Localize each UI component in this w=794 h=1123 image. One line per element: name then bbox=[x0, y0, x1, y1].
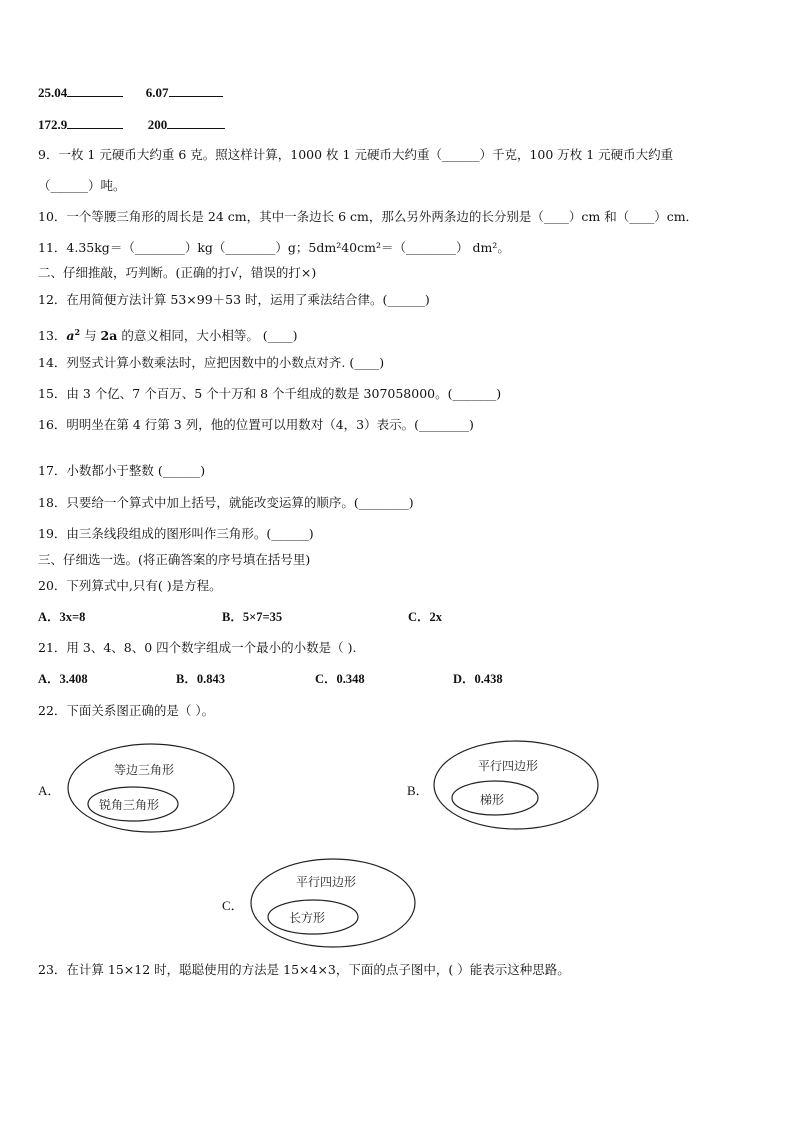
q20-option-a[interactable]: A．3x=8 bbox=[38, 610, 86, 624]
q22-c-outer-label: 平行四边形 bbox=[296, 875, 357, 889]
q22-diagram-c[interactable] bbox=[249, 856, 419, 954]
q21-option-a[interactable]: A．3.408 bbox=[38, 672, 88, 686]
q8-value-b: 6.07 bbox=[145, 85, 169, 100]
q8-blank-d[interactable] bbox=[167, 116, 225, 129]
q22-option-b-label[interactable]: B． bbox=[407, 783, 429, 798]
q22-stem: 22．下面关系图正确的是（ ）。 bbox=[38, 703, 215, 718]
section-2-heading: 二、仔细推敲，巧判断。(正确的打√，错误的打×) bbox=[38, 265, 317, 280]
section-3-heading: 三、仔细选一选。(将正确答案的序号填在括号里) bbox=[38, 552, 311, 567]
q8-blank-a[interactable] bbox=[67, 84, 123, 97]
q22-diagram-b[interactable] bbox=[432, 738, 604, 836]
q13-text bbox=[38, 324, 298, 344]
q8-value-a: 25.04 bbox=[38, 85, 68, 100]
q21-stem: 21．用 3、4、8、0 四个数字组成一个最小的小数是（ ). bbox=[38, 640, 357, 655]
q22-diagram-a[interactable] bbox=[66, 742, 242, 840]
q20-stem: 20．下列算式中,只有( )是方程。 bbox=[38, 578, 222, 593]
q12-text: 12．在用简便方法计算 53×99＋53 时，运用了乘法结合律。(______) bbox=[38, 292, 430, 307]
q13-exponent: 2 bbox=[74, 327, 81, 337]
q9-line-1: 9．一枚 1 元硬币大约重 6 克。照这样计算，1000 枚 1 元硬币大约重（______）千克，100 万枚 1 元硬币大约重 bbox=[38, 147, 674, 162]
q19-text: 19．由三条线段组成的图形叫作三角形。(______) bbox=[38, 526, 314, 541]
q23-text: 23．在计算 15×12 时，聪聪使用的方法是 15×4×3，下面的点子图中，( ）能表示这种思路。 bbox=[38, 962, 570, 977]
q8-blank-c[interactable] bbox=[67, 116, 123, 129]
q22-c-inner-label: 长方形 bbox=[289, 911, 326, 925]
q8-row-2 bbox=[38, 116, 225, 133]
q13-term-b: 2a bbox=[100, 328, 118, 344]
q17-text: 17．小数都小于整数 (______) bbox=[38, 463, 206, 478]
q22-b-outer-label: 平行四边形 bbox=[478, 759, 539, 773]
q13-term-a: a bbox=[66, 328, 75, 344]
q21-option-b[interactable]: B．0.843 bbox=[176, 672, 225, 686]
q8-blank-b[interactable] bbox=[169, 84, 223, 97]
q20-option-b[interactable]: B．5×7=35 bbox=[222, 610, 283, 624]
q22-a-inner-label: 锐角三角形 bbox=[99, 798, 160, 812]
q22-a-outer-label: 等边三角形 bbox=[114, 763, 175, 777]
q9-line-2: （______）吨。 bbox=[38, 178, 126, 193]
q10-text: 10．一个等腰三角形的周长是 24 cm，其中一条边长 6 cm，那么另外两条边的长分别是（____）cm 和（____）cm． bbox=[38, 209, 699, 224]
q21-option-c[interactable]: C．0.348 bbox=[315, 672, 365, 686]
q22-b-inner-label: 梯形 bbox=[480, 793, 505, 807]
q13-number: 13． bbox=[38, 328, 67, 344]
q8-value-c: 172.9 bbox=[38, 117, 68, 132]
q14-text: 14．列竖式计算小数乘法时，应把因数中的小数点对齐. (____) bbox=[38, 355, 385, 370]
q22-option-a-label[interactable]: A． bbox=[38, 783, 61, 798]
q21-option-d[interactable]: D．0.438 bbox=[453, 672, 503, 686]
q8-row-1 bbox=[38, 84, 223, 101]
q20-option-c[interactable]: C．2x bbox=[408, 610, 443, 624]
q13-rest: 的意义相同，大小相等。 (____) bbox=[117, 328, 298, 344]
q22-option-c-label[interactable]: C． bbox=[222, 898, 244, 913]
q11-text: 11．4.35kg＝（________）kg（________）g；5dm²40cm²＝（________） dm²。 bbox=[38, 240, 510, 255]
q8-value-d: 200 bbox=[147, 117, 168, 132]
q18-text: 18．只要给一个算式中加上括号，就能改变运算的顺序。(________) bbox=[38, 495, 414, 510]
q15-text: 15．由 3 个亿、7 个百万、5 个十万和 8 个千组成的数是 307058000。(_______) bbox=[38, 386, 502, 401]
q16-text: 16．明明坐在第 4 行第 3 列，他的位置可以用数对（4，3）表示。(________) bbox=[38, 417, 474, 432]
q13-connector: 与 bbox=[80, 328, 101, 344]
